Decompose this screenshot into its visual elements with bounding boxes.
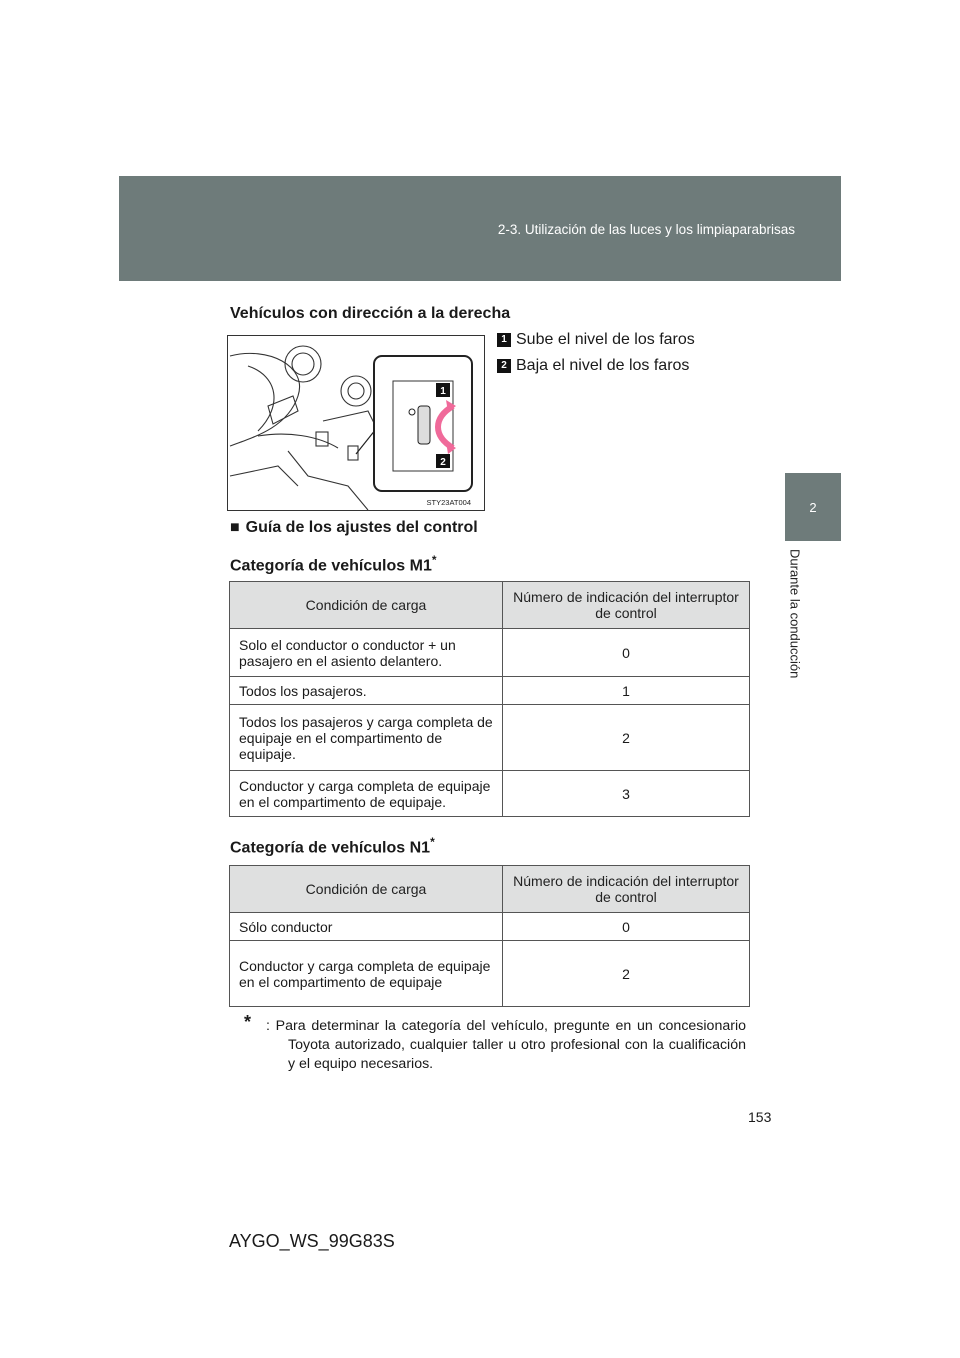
table-row	[230, 677, 750, 705]
headlight-leveling-figure	[227, 335, 485, 511]
table-row	[230, 941, 750, 1007]
value-cell: 2	[503, 941, 750, 1007]
document-code: AYGO_WS_99G83S	[229, 1231, 395, 1251]
callout-raise	[497, 331, 695, 349]
chapter-tab	[785, 473, 841, 541]
footnote	[244, 1012, 746, 1074]
figure-code: STY23AT004	[426, 498, 471, 507]
page-number: 153	[748, 1109, 772, 1125]
breadcrumb: 2-3. Utilización de las luces y los limpiaparabrisas	[497, 222, 795, 237]
chapter-title: Durante la conducción	[787, 549, 803, 679]
condition-cell: Conductor y carga completa de equipaje en el compartimento de equipaje	[230, 941, 503, 1007]
asterisk: *	[431, 553, 437, 567]
asterisk: *	[430, 835, 435, 849]
condition-cell: Conductor y carga completa de equipaje en el compartimento de equipaje.	[230, 771, 503, 817]
value-cell: 2	[503, 705, 750, 771]
table-row	[230, 629, 750, 677]
dashboard-illustration	[228, 336, 484, 510]
value-cell: 3	[503, 771, 750, 817]
callout-number: 2	[497, 359, 511, 373]
m1-table	[229, 581, 750, 817]
column-header: Condición de carga	[230, 866, 503, 913]
figure-marker-2: 2	[440, 457, 446, 468]
square-bullet: ■	[230, 519, 240, 536]
value-cell: 0	[503, 913, 750, 941]
table-row	[230, 705, 750, 771]
condition-cell: Solo el conductor o conductor + un pasajero en el asiento delantero.	[230, 629, 503, 677]
guide-heading	[230, 519, 478, 537]
n1-title: Categoría de vehículos N1	[230, 839, 431, 857]
callout-text: Sube el nivel de los faros	[516, 331, 695, 348]
callout-number: 1	[497, 333, 511, 347]
table-row	[230, 913, 750, 941]
chapter-number: 2	[809, 499, 817, 515]
condition-cell: Todos los pasajeros.	[230, 677, 503, 705]
guide-title: Guía de los ajustes del control	[245, 519, 478, 536]
condition-cell: Sólo conductor	[230, 913, 503, 941]
column-header: Número de indicación del interruptor de control	[503, 866, 750, 913]
footnote-text: : Para determinar la categoría del vehículo, pregunte en un concesionario Toyota autorizado, cualquier taller u otro profesional con la cualificación y el equipo necesarios.	[266, 1018, 746, 1072]
value-cell: 0	[503, 629, 750, 677]
n1-heading	[230, 835, 435, 857]
value-cell: 1	[503, 677, 750, 705]
callout-text: Baja el nivel de los faros	[516, 357, 690, 374]
table-row	[230, 771, 750, 817]
m1-heading	[230, 553, 437, 575]
n1-table	[229, 865, 750, 1007]
column-header: Condición de carga	[230, 582, 503, 629]
callout-lower	[497, 357, 689, 375]
figure-marker-1: 1	[440, 386, 446, 397]
column-header: Número de indicación del interruptor de control	[503, 582, 750, 629]
footnote-asterisk: *	[244, 1012, 252, 1032]
section-title: Vehículos con dirección a la derecha	[230, 305, 511, 322]
condition-cell: Todos los pasajeros y carga completa de equipaje en el compartimento de equipaje.	[230, 705, 503, 771]
header-band	[119, 176, 841, 281]
m1-title: Categoría de vehículos M1	[230, 557, 432, 575]
